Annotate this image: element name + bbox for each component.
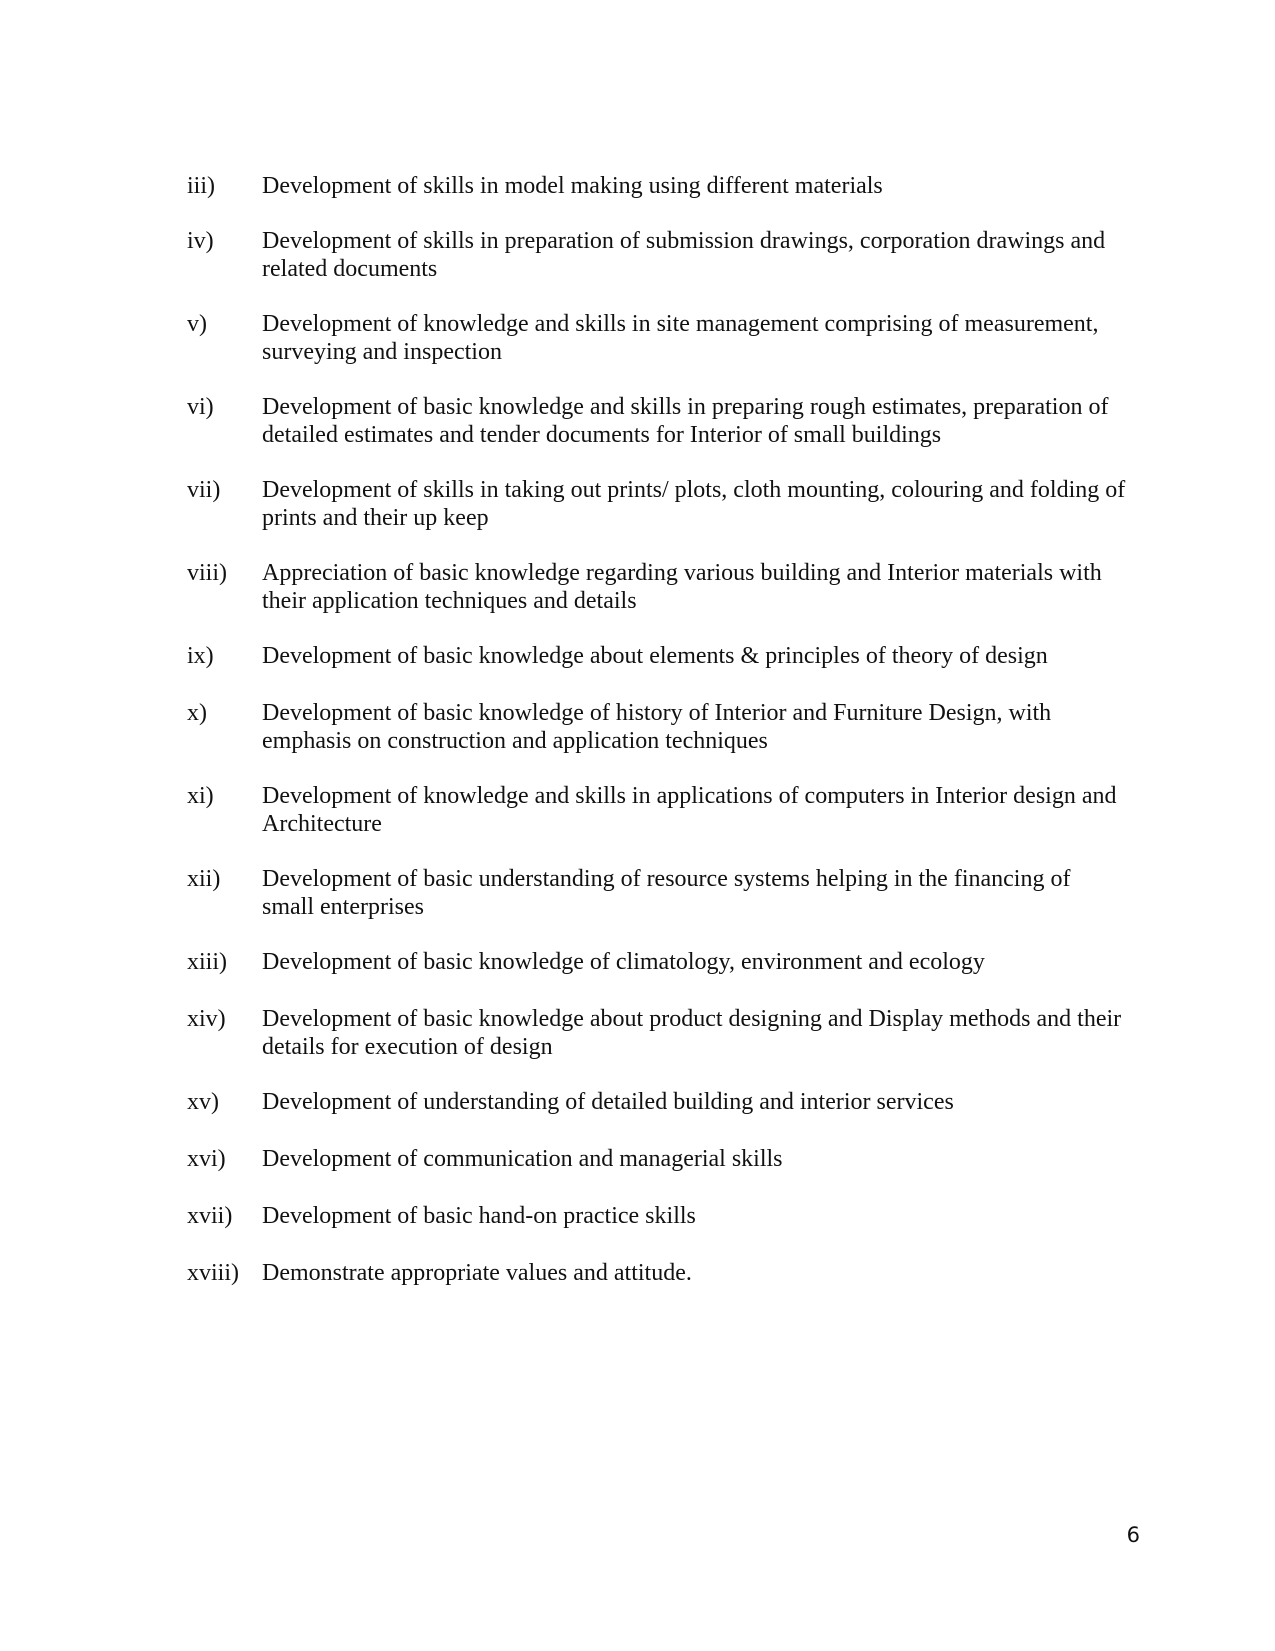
- list-item: [187, 699, 1127, 755]
- list-item-number: xiii): [187, 949, 227, 975]
- page-number: 6: [1126, 1523, 1140, 1547]
- list-item-text: Development of basic knowledge about elements & principles of theory of design: [262, 643, 1048, 669]
- list-item-text: Development of basic knowledge of history of Interior and Furniture Design, with emphasis on construction and application techniques: [262, 700, 1052, 754]
- list-item-number: xvi): [187, 1146, 226, 1172]
- list-item-text: Development of skills in taking out prints/ plots, cloth mounting, colouring and folding of prints and their up keep: [262, 477, 1126, 531]
- list-item-number: xvii): [187, 1203, 233, 1229]
- list-item-text: Development of basic knowledge about product designing and Display methods and their details for execution of design: [262, 1006, 1122, 1060]
- list-item-text: Development of communication and managerial skills: [262, 1146, 783, 1172]
- list-item: [187, 782, 1127, 838]
- list-item: [187, 393, 1127, 449]
- list-item-text: Appreciation of basic knowledge regarding various building and Interior materials with their application techniques and details: [262, 560, 1102, 614]
- list-item-number: xi): [187, 783, 214, 809]
- list-item: [187, 1145, 1127, 1173]
- list-item: [187, 310, 1127, 366]
- list-item-text: Demonstrate appropriate values and attitude.: [262, 1260, 692, 1286]
- list-item: [187, 1259, 1127, 1287]
- list-item: [187, 476, 1127, 532]
- list-item: [187, 1005, 1127, 1061]
- list-item-number: iii): [187, 173, 215, 199]
- list-item-text: Development of basic knowledge and skills in preparing rough estimates, preparation of detailed estimates and tender documents for Interior of small buildings: [262, 394, 1109, 448]
- list-item-text: Development of skills in preparation of submission drawings, corporation drawings and related documents: [262, 228, 1106, 282]
- objectives-list: [187, 172, 1127, 1316]
- list-item-text: Development of basic knowledge of climatology, environment and ecology: [262, 949, 985, 975]
- list-item-number: xii): [187, 866, 221, 892]
- list-item-number: ix): [187, 643, 214, 669]
- list-item-number: vi): [187, 394, 214, 420]
- list-item-number: v): [187, 311, 207, 337]
- list-item: [187, 1088, 1127, 1116]
- list-item: [187, 227, 1127, 283]
- list-item-text: Development of basic hand-on practice skills: [262, 1203, 696, 1229]
- list-item-number: xviii): [187, 1260, 239, 1286]
- list-item-text: Development of knowledge and skills in site management comprising of measurement, surveying and inspection: [262, 311, 1099, 365]
- list-item-number: xiv): [187, 1006, 226, 1032]
- list-item-number: viii): [187, 560, 227, 586]
- list-item-number: x): [187, 700, 207, 726]
- list-item-text: Development of skills in model making using different materials: [262, 173, 883, 199]
- list-item-text: Development of knowledge and skills in applications of computers in Interior design and Architecture: [262, 783, 1117, 837]
- list-item-text: Development of understanding of detailed building and interior services: [262, 1089, 954, 1115]
- list-item: [187, 1202, 1127, 1230]
- list-item: [187, 642, 1127, 670]
- list-item-text: Development of basic understanding of resource systems helping in the financing of small enterprises: [262, 866, 1071, 920]
- list-item: [187, 172, 1127, 200]
- list-item-number: vii): [187, 477, 221, 503]
- list-item: [187, 559, 1127, 615]
- list-item-number: xv): [187, 1089, 219, 1115]
- list-item-number: iv): [187, 228, 214, 254]
- list-item: [187, 865, 1127, 921]
- list-item: [187, 948, 1127, 976]
